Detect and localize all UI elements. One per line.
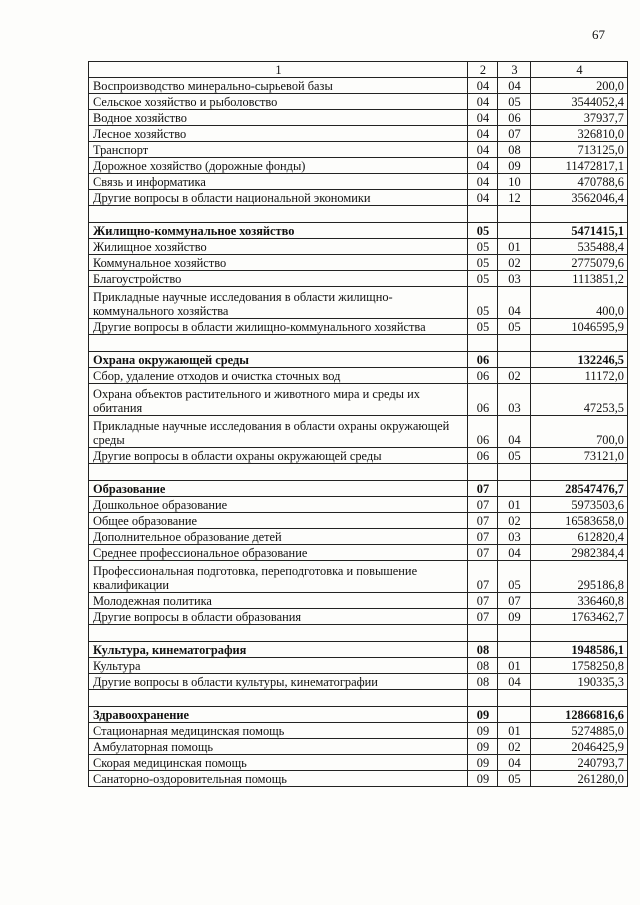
row-name-cell: Другие вопросы в области охраны окружающей среды bbox=[89, 448, 468, 464]
row-amount-cell: 612820,4 bbox=[531, 529, 628, 545]
row-name-cell: Другие вопросы в области образования bbox=[89, 609, 468, 625]
row-section-cell: 04 bbox=[468, 190, 498, 206]
row-amount-cell: 190335,3 bbox=[531, 674, 628, 690]
row-amount-cell: 11472817,1 bbox=[531, 158, 628, 174]
row-subsection-cell: 04 bbox=[498, 287, 531, 319]
table-row bbox=[89, 319, 628, 335]
row-name-cell: Другие вопросы в области жилищно-коммунального хозяйства bbox=[89, 319, 468, 335]
row-subsection-cell: 01 bbox=[498, 723, 531, 739]
row-amount-cell: 28547476,7 bbox=[531, 481, 628, 497]
row-amount-cell: 73121,0 bbox=[531, 448, 628, 464]
row-section-cell: 06 bbox=[468, 416, 498, 448]
table-row bbox=[89, 368, 628, 384]
row-section-cell: 09 bbox=[468, 755, 498, 771]
row-name-cell: Амбулаторная помощь bbox=[89, 739, 468, 755]
empty-cell bbox=[498, 335, 531, 352]
table-row bbox=[89, 513, 628, 529]
row-name-cell: Сельское хозяйство и рыболовство bbox=[89, 94, 468, 110]
row-amount-cell: 11172,0 bbox=[531, 368, 628, 384]
row-amount-cell: 132246,5 bbox=[531, 352, 628, 368]
empty-cell bbox=[468, 206, 498, 223]
row-name-cell: Дополнительное образование детей bbox=[89, 529, 468, 545]
row-section-cell: 09 bbox=[468, 707, 498, 723]
row-section-cell: 06 bbox=[468, 368, 498, 384]
row-subsection-cell: 10 bbox=[498, 174, 531, 190]
row-subsection-cell: 04 bbox=[498, 78, 531, 94]
row-subsection-cell: 08 bbox=[498, 142, 531, 158]
table-row bbox=[89, 771, 628, 787]
row-subsection-cell: 05 bbox=[498, 771, 531, 787]
row-section-cell: 08 bbox=[468, 658, 498, 674]
table-row bbox=[89, 126, 628, 142]
row-subsection-cell: 07 bbox=[498, 593, 531, 609]
table-header-row bbox=[89, 62, 628, 78]
row-section-cell: 04 bbox=[468, 94, 498, 110]
row-amount-cell: 200,0 bbox=[531, 78, 628, 94]
row-subsection-cell bbox=[498, 642, 531, 658]
row-section-cell: 09 bbox=[468, 739, 498, 755]
row-amount-cell: 1948586,1 bbox=[531, 642, 628, 658]
row-name-cell: Дошкольное образование bbox=[89, 497, 468, 513]
table-row bbox=[89, 416, 628, 448]
row-name-cell: Профессиональная подготовка, переподготовка и повышение квалификации bbox=[89, 561, 468, 593]
empty-cell bbox=[89, 464, 468, 481]
empty-cell bbox=[498, 625, 531, 642]
row-section-cell: 04 bbox=[468, 78, 498, 94]
column-header-subsection: 3 bbox=[498, 62, 531, 78]
row-amount-cell: 261280,0 bbox=[531, 771, 628, 787]
budget-table bbox=[88, 61, 628, 787]
row-amount-cell: 12866816,6 bbox=[531, 707, 628, 723]
row-subsection-cell: 09 bbox=[498, 609, 531, 625]
table-row bbox=[89, 239, 628, 255]
row-amount-cell: 5471415,1 bbox=[531, 223, 628, 239]
row-name-cell: Скорая медицинская помощь bbox=[89, 755, 468, 771]
row-name-cell: Коммунальное хозяйство bbox=[89, 255, 468, 271]
empty-cell bbox=[531, 464, 628, 481]
table-row bbox=[89, 190, 628, 206]
section-total-row bbox=[89, 642, 628, 658]
row-amount-cell: 336460,8 bbox=[531, 593, 628, 609]
row-section-cell: 04 bbox=[468, 126, 498, 142]
empty-cell bbox=[498, 690, 531, 707]
row-name-cell: Жилищно-коммунальное хозяйство bbox=[89, 223, 468, 239]
table-row bbox=[89, 545, 628, 561]
row-name-cell: Молодежная политика bbox=[89, 593, 468, 609]
row-subsection-cell: 03 bbox=[498, 384, 531, 416]
row-section-cell: 07 bbox=[468, 497, 498, 513]
table-row bbox=[89, 739, 628, 755]
table-row bbox=[89, 755, 628, 771]
table-row bbox=[89, 287, 628, 319]
row-amount-cell: 400,0 bbox=[531, 287, 628, 319]
row-name-cell: Транспорт bbox=[89, 142, 468, 158]
table-row bbox=[89, 384, 628, 416]
row-subsection-cell: 06 bbox=[498, 110, 531, 126]
column-header-section: 2 bbox=[468, 62, 498, 78]
row-name-cell: Воспроизводство минерально-сырьевой базы bbox=[89, 78, 468, 94]
empty-cell bbox=[531, 206, 628, 223]
row-subsection-cell: 03 bbox=[498, 271, 531, 287]
row-name-cell: Охрана окружающей среды bbox=[89, 352, 468, 368]
row-amount-cell: 16583658,0 bbox=[531, 513, 628, 529]
row-section-cell: 04 bbox=[468, 110, 498, 126]
row-subsection-cell bbox=[498, 223, 531, 239]
row-section-cell: 05 bbox=[468, 255, 498, 271]
row-name-cell: Прикладные научные исследования в области жилищно-коммунального хозяйства bbox=[89, 287, 468, 319]
row-section-cell: 07 bbox=[468, 513, 498, 529]
empty-cell bbox=[89, 206, 468, 223]
row-name-cell: Общее образование bbox=[89, 513, 468, 529]
row-name-cell: Лесное хозяйство bbox=[89, 126, 468, 142]
column-header-name: 1 bbox=[89, 62, 468, 78]
row-section-cell: 05 bbox=[468, 271, 498, 287]
row-amount-cell: 2982384,4 bbox=[531, 545, 628, 561]
spacer-row bbox=[89, 625, 628, 642]
row-subsection-cell: 05 bbox=[498, 94, 531, 110]
spacer-row bbox=[89, 464, 628, 481]
row-subsection-cell: 03 bbox=[498, 529, 531, 545]
empty-cell bbox=[89, 625, 468, 642]
row-subsection-cell: 02 bbox=[498, 739, 531, 755]
row-amount-cell: 326810,0 bbox=[531, 126, 628, 142]
spacer-row bbox=[89, 206, 628, 223]
row-section-cell: 07 bbox=[468, 609, 498, 625]
row-name-cell: Охрана объектов растительного и животного мира и среды их обитания bbox=[89, 384, 468, 416]
budget-table-body bbox=[89, 62, 628, 787]
row-section-cell: 05 bbox=[468, 239, 498, 255]
row-subsection-cell: 01 bbox=[498, 239, 531, 255]
row-section-cell: 06 bbox=[468, 448, 498, 464]
row-amount-cell: 700,0 bbox=[531, 416, 628, 448]
row-section-cell: 08 bbox=[468, 674, 498, 690]
section-total-row bbox=[89, 223, 628, 239]
column-header-amount: 4 bbox=[531, 62, 628, 78]
row-amount-cell: 1763462,7 bbox=[531, 609, 628, 625]
row-name-cell: Образование bbox=[89, 481, 468, 497]
row-name-cell: Культура, кинематография bbox=[89, 642, 468, 658]
row-name-cell: Другие вопросы в области культуры, кинематографии bbox=[89, 674, 468, 690]
table-row bbox=[89, 174, 628, 190]
row-name-cell: Прикладные научные исследования в области охраны окружающей среды bbox=[89, 416, 468, 448]
empty-cell bbox=[468, 464, 498, 481]
empty-cell bbox=[468, 625, 498, 642]
row-subsection-cell: 02 bbox=[498, 368, 531, 384]
empty-cell bbox=[498, 206, 531, 223]
spacer-row bbox=[89, 335, 628, 352]
row-subsection-cell: 04 bbox=[498, 674, 531, 690]
row-subsection-cell: 01 bbox=[498, 658, 531, 674]
row-section-cell: 09 bbox=[468, 771, 498, 787]
row-subsection-cell: 04 bbox=[498, 545, 531, 561]
empty-cell bbox=[89, 335, 468, 352]
table-row bbox=[89, 271, 628, 287]
table-row bbox=[89, 561, 628, 593]
row-subsection-cell: 07 bbox=[498, 126, 531, 142]
section-total-row bbox=[89, 481, 628, 497]
table-row bbox=[89, 110, 628, 126]
row-section-cell: 09 bbox=[468, 723, 498, 739]
spacer-row bbox=[89, 690, 628, 707]
row-section-cell: 06 bbox=[468, 352, 498, 368]
section-total-row bbox=[89, 707, 628, 723]
row-name-cell: Другие вопросы в области национальной экономики bbox=[89, 190, 468, 206]
row-amount-cell: 240793,7 bbox=[531, 755, 628, 771]
row-amount-cell: 1046595,9 bbox=[531, 319, 628, 335]
page-number: 67 bbox=[592, 27, 605, 42]
row-subsection-cell: 05 bbox=[498, 561, 531, 593]
row-amount-cell: 535488,4 bbox=[531, 239, 628, 255]
row-subsection-cell: 05 bbox=[498, 319, 531, 335]
row-amount-cell: 2046425,9 bbox=[531, 739, 628, 755]
table-row bbox=[89, 78, 628, 94]
table-row bbox=[89, 448, 628, 464]
row-subsection-cell: 01 bbox=[498, 497, 531, 513]
row-amount-cell: 2775079,6 bbox=[531, 255, 628, 271]
row-amount-cell: 295186,8 bbox=[531, 561, 628, 593]
row-section-cell: 06 bbox=[468, 384, 498, 416]
row-subsection-cell: 12 bbox=[498, 190, 531, 206]
table-row bbox=[89, 593, 628, 609]
empty-cell bbox=[468, 335, 498, 352]
empty-cell bbox=[531, 625, 628, 642]
table-row bbox=[89, 94, 628, 110]
row-amount-cell: 5973503,6 bbox=[531, 497, 628, 513]
row-subsection-cell: 05 bbox=[498, 448, 531, 464]
row-amount-cell: 37937,7 bbox=[531, 110, 628, 126]
table-row bbox=[89, 674, 628, 690]
row-amount-cell: 470788,6 bbox=[531, 174, 628, 190]
row-section-cell: 07 bbox=[468, 545, 498, 561]
row-amount-cell: 3544052,4 bbox=[531, 94, 628, 110]
row-section-cell: 07 bbox=[468, 561, 498, 593]
table-row bbox=[89, 142, 628, 158]
row-name-cell: Благоустройство bbox=[89, 271, 468, 287]
row-name-cell: Санаторно-оздоровительная помощь bbox=[89, 771, 468, 787]
row-section-cell: 07 bbox=[468, 481, 498, 497]
empty-cell bbox=[468, 690, 498, 707]
table-row bbox=[89, 529, 628, 545]
row-name-cell: Жилищное хозяйство bbox=[89, 239, 468, 255]
empty-cell bbox=[498, 464, 531, 481]
row-amount-cell: 1758250,8 bbox=[531, 658, 628, 674]
table-row bbox=[89, 497, 628, 513]
row-section-cell: 04 bbox=[468, 142, 498, 158]
row-section-cell: 07 bbox=[468, 529, 498, 545]
row-subsection-cell: 09 bbox=[498, 158, 531, 174]
row-subsection-cell bbox=[498, 707, 531, 723]
row-section-cell: 05 bbox=[468, 287, 498, 319]
row-name-cell: Среднее профессиональное образование bbox=[89, 545, 468, 561]
row-name-cell: Культура bbox=[89, 658, 468, 674]
row-subsection-cell: 04 bbox=[498, 755, 531, 771]
row-section-cell: 07 bbox=[468, 593, 498, 609]
row-amount-cell: 47253,5 bbox=[531, 384, 628, 416]
row-subsection-cell: 02 bbox=[498, 513, 531, 529]
table-row bbox=[89, 723, 628, 739]
row-subsection-cell: 02 bbox=[498, 255, 531, 271]
row-amount-cell: 5274885,0 bbox=[531, 723, 628, 739]
table-row bbox=[89, 658, 628, 674]
row-name-cell: Стационарная медицинская помощь bbox=[89, 723, 468, 739]
row-section-cell: 05 bbox=[468, 319, 498, 335]
row-name-cell: Сбор, удаление отходов и очистка сточных вод bbox=[89, 368, 468, 384]
row-name-cell: Здравоохранение bbox=[89, 707, 468, 723]
row-section-cell: 04 bbox=[468, 174, 498, 190]
table-row bbox=[89, 255, 628, 271]
row-subsection-cell bbox=[498, 481, 531, 497]
row-subsection-cell bbox=[498, 352, 531, 368]
row-name-cell: Водное хозяйство bbox=[89, 110, 468, 126]
empty-cell bbox=[89, 690, 468, 707]
row-subsection-cell: 04 bbox=[498, 416, 531, 448]
row-name-cell: Связь и информатика bbox=[89, 174, 468, 190]
row-section-cell: 08 bbox=[468, 642, 498, 658]
section-total-row bbox=[89, 352, 628, 368]
row-amount-cell: 713125,0 bbox=[531, 142, 628, 158]
row-section-cell: 05 bbox=[468, 223, 498, 239]
row-section-cell: 04 bbox=[468, 158, 498, 174]
row-amount-cell: 3562046,4 bbox=[531, 190, 628, 206]
empty-cell bbox=[531, 690, 628, 707]
table-row bbox=[89, 158, 628, 174]
table-row bbox=[89, 609, 628, 625]
row-name-cell: Дорожное хозяйство (дорожные фонды) bbox=[89, 158, 468, 174]
empty-cell bbox=[531, 335, 628, 352]
row-amount-cell: 1113851,2 bbox=[531, 271, 628, 287]
